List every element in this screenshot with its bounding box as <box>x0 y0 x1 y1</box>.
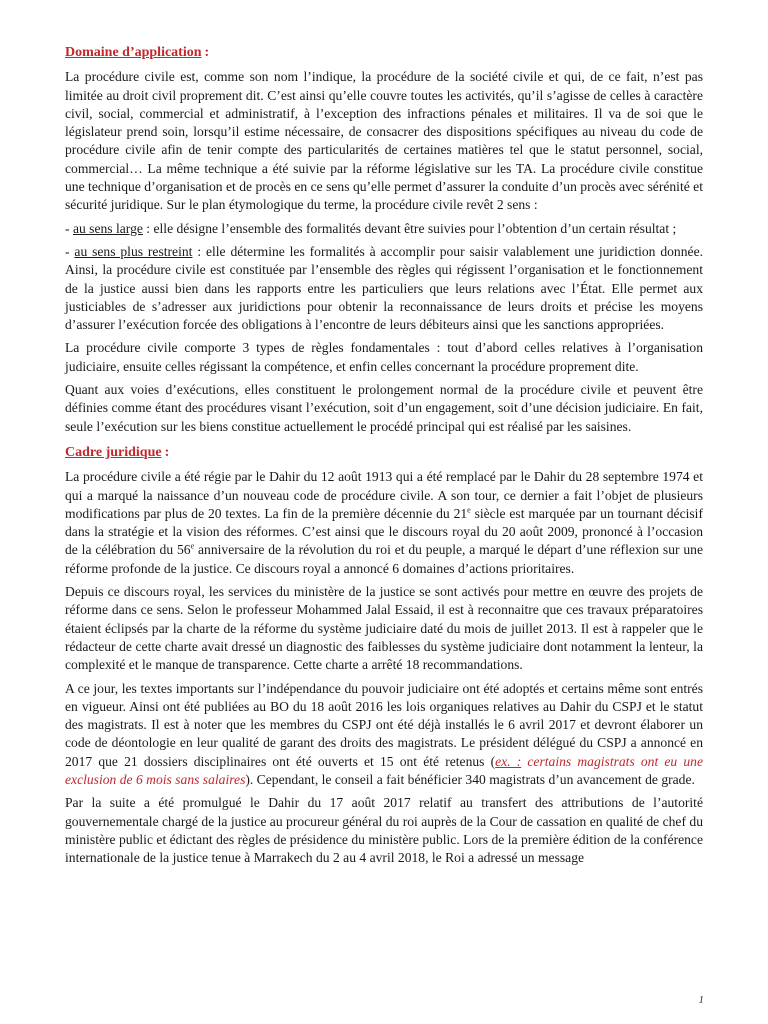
heading-text: Cadre juridique <box>65 444 162 460</box>
paragraph: La procédure civile comporte 3 types de règles fondamentales : tout d’abord celles relatives à l’organisation judiciaire, ensuite celles régissant la compétence, et enfin celles concernant la procédure proprement dite. <box>65 340 703 374</box>
bullet-text: : elle désigne l’ensemble des formalités devant être suivies pour l’obtention d’un certain résultat ; <box>142 220 677 236</box>
text-run: La procédure civile a été régie par le Dahir du 12 août 1913 qui a été remplacé par le Dahir du 28 septembre 1974 et qui a marqué la naissance d’un nouveau code de procédure civile. A son tour, ce dernier a fait l’objet de plusieurs modifications par plus de 20 textes. La fin de la première décennie du 21 <box>65 469 703 521</box>
bullet-term: au sens plus restreint <box>74 243 193 259</box>
text-run: anniversaire de la révolution du roi et du peuple, a marqué le départ d’une réflexion sur une réforme profonde de la justice. Ce discours royal a annoncé 6 domaines d’actions prioritaires. <box>65 542 703 576</box>
text-run: siècle est marquée par un tournant décisif dans la stratégie et la vision des réformes. C’est ainsi que le discours royal du 20 août 2009, prononcé à l’occasion de la célébration du 56 <box>65 505 703 558</box>
section-heading-cadre <box>65 444 703 462</box>
bullet-term: au sens large <box>72 220 143 236</box>
paragraph: La procédure civile est, comme son nom l’indique, la procédure de la société civile et qui, de ce fait, n’est pas limitée au droit civil proprement dit. C’est ainsi qu’elle couvre toutes les activités, qu’il s’agisse de celles à caractère civil, social, commercial et administratif, à l’exception des infractions pénales et militaires. Il va de soi que le législateur prend soin, lorsqu’il estime nécessaire, de consacrer des dispositions spécifiques au niveau du code de procédure civile afin de tenir compte des particularités de certaines matières tel que le statut personnel, social, commercial… La même technique a été suivie par la réforme législative sur les TA. La procédure civile constitue une technique d’organisation et de procès en ce sens qu’elle permet d’assurer la conduite d’un procès avec sérénité et sécurité juridique. Sur le plan étymologique du terme, la procédure civile revêt 2 sens : <box>65 69 703 213</box>
bullet-dash: - <box>65 243 75 259</box>
paragraph: Par la suite a été promulgué le Dahir du 17 août 2017 relatif au transfert des attributions de l’autorité gouvernementale chargé de la justice au procureur général du roi auprès de la Cour de cassation en qualité de chef du ministère public et édictant des règles de présidence du ministère public. Lors de la première édition de la conférence internationale de la justice tenue à Marrakech du 2 au 4 avril 2018, le Roi a adressé un message <box>65 795 703 866</box>
heading-colon: : <box>204 45 210 60</box>
superscript: e <box>467 505 471 515</box>
paragraph <box>65 680 703 790</box>
page-number: 1 <box>698 994 704 1006</box>
bullet-text: : elle détermine les formalités à accomplir pour saisir valablement une juridiction donnée. Ainsi, la procédure civile est constituée par l’ensemble des règles qui régissent l’organisation et le fonctionnement de la justice aussi bien dans les rapports entre les particuliers que leurs relations avec l’État. Elle permet aux justiciables de s’adresser aux juridictions pour obtenir la reconnaissance de leurs droits et précise les moyens d’assurer l’exécution forcée des obligations à l’encontre de leurs débiteurs ainsi que les sanctions appropriées. <box>65 243 703 333</box>
heading-text: Domaine d’application <box>65 45 202 60</box>
paragraph: Depuis ce discours royal, les services du ministère de la justice se sont activés pour mettre en œuvre des projets de réforme dans ce sens. Selon le professeur Mohammed Jalal Essaid, il est à reconnaitre que ces travaux préparatoires étaient éclipsés par la charte de la réforme du système judiciaire daté du mois de juillet 2013. Il est à rappeler que le rédacteur de cette charte avait dressé un diagnostic des faiblesses du système judiciaire dont notamment la lenteur, la complexité et le manque de transparence. Cette charte a arrêté 18 recommandations. <box>65 584 703 673</box>
heading-colon: : <box>164 444 170 460</box>
paragraph: Quant aux voies d’exécutions, elles constituent le prolongement normal de la procédure civile et peuvent être définies comme étant des procédures visant l’exécution, soit d’un engagement, soit d’une décision judiciaire. En fait, seule l’exécution sur les biens constitue actuellement le procédé principal qui est réalisé par les saisines. <box>65 382 703 434</box>
example-label: ex. : <box>495 753 522 769</box>
text-run: A ce jour, les textes importants sur l’indépendance du pouvoir judiciaire ont été adoptés et certains même sont entrés en vigueur. Ainsi ont été publiées au BO du 18 août 2016 les lois organiques relatives au Dahir du CSPJ et le statut des magistrats. Il est à noter que les membres du CSPJ ont été déjà installés le 6 avril 2017 et devront élaborer un code de déontologie en leur qualité de garant des droits des magistrats. Le président délégué du CSPJ a annoncé en 2017 que 21 dossiers disciplinaires ont été ouverts et 15 ont été retenus ( <box>65 680 703 769</box>
bullet-item <box>65 220 703 238</box>
text-run: ). Cependant, le conseil a fait bénéficier 340 magistrats d’un avancement de grade. <box>245 771 695 787</box>
example-text: certains magistrats ont eu une exclusion de 6 mois sans salaires <box>65 753 703 787</box>
section-heading-domaine <box>65 44 703 62</box>
paragraph <box>65 468 703 578</box>
superscript: e <box>190 541 195 551</box>
bullet-dash: - <box>65 220 73 236</box>
bullet-item <box>65 243 703 334</box>
